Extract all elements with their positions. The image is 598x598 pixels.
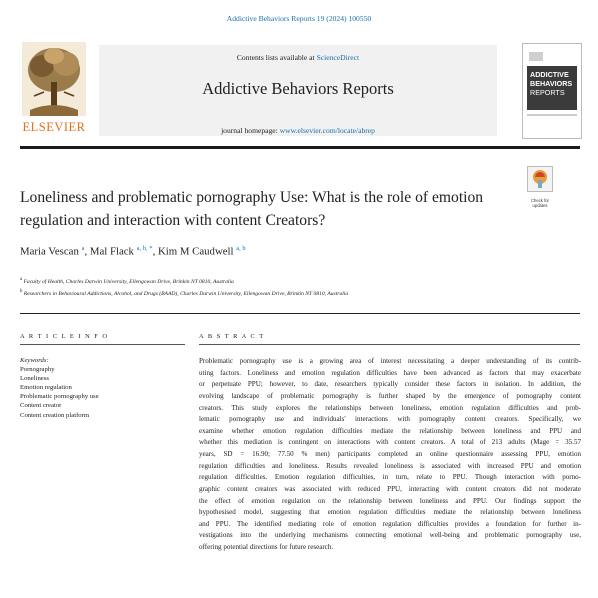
abstract-line: and PPU. The identified mediating role of emotion regulation difficulties provides a foundation for further in- <box>199 519 581 528</box>
crossmark-label-1: Check for <box>531 198 549 203</box>
keyword: Emotion regulation <box>20 384 72 392</box>
keyword: Problematic pornography use <box>20 393 99 401</box>
abstract-line: whether this mediation is contingent on interactions with content creators. A total of 213 adults (Mage = 35.57 <box>199 438 581 447</box>
homepage-prefix: journal homepage: <box>221 126 278 135</box>
homepage-link[interactable]: www.elsevier.com/locate/abrep <box>279 126 375 135</box>
abstract-line: lematic pornography use and individuals' interactions with pornography content creators. Specifically, we <box>199 415 581 424</box>
sciencedirect-link[interactable]: ScienceDirect <box>316 53 360 62</box>
author-name[interactable]: Maria Vescan <box>20 245 79 258</box>
author-name[interactable]: Mal Flack <box>89 245 134 258</box>
crossmark-label-2: updates <box>532 203 548 208</box>
article-info-rule <box>20 344 185 345</box>
journal-header <box>99 45 497 136</box>
journal-cover[interactable] <box>522 43 582 139</box>
affiliation-mark: b <box>20 289 23 294</box>
abstract-line: regulation difficulties and loneliness. Results revealed loneliness is associated with increased PPU and emotion <box>199 461 581 470</box>
abstract-line: creators. This study explores the relationships between loneliness, emotion regulation difficulties and prob- <box>199 403 581 412</box>
cover-line1: ADDICTIVE <box>530 70 569 79</box>
abstract-line: or perpetuate PPU; however, to date, researchers typically consider these factors in isolation. In addition, the <box>199 380 581 389</box>
abstract-rule <box>199 344 580 345</box>
author-list: Maria Vescan $^a$, Mal Flack $^{a, b, *}$, Kim M Caudwell $^{a, b}$ <box>20 245 246 258</box>
author-affiliation-mark[interactable]: a, b, * <box>136 245 153 252</box>
check-for-updates-badge[interactable] <box>527 166 553 206</box>
keyword: Pornography <box>20 366 55 374</box>
cover-logo-mark <box>529 52 543 61</box>
journal-reference[interactable]: Addictive Behaviors Reports 19 (2024) 100550 <box>226 14 372 23</box>
cover-title-block <box>527 66 577 110</box>
affiliation-text: Researchers in Behavioural Addictions, Alcohol, and Drugs (BAAD), Charles Darwin University, Ellengowan Drive, Brinkin NT 0810, Australia <box>23 290 349 297</box>
keywords-block <box>20 356 99 420</box>
contents-prefix: Contents lists available at <box>236 53 315 62</box>
article-title: Loneliness and problematic pornography Use: What is the role of emotion regulation and interaction with content Creators? <box>20 189 484 229</box>
article-info-heading: A R T I C L E I N F O <box>20 333 109 340</box>
abstract-heading: A B S T R A C T <box>199 333 265 340</box>
cover-divider <box>527 114 577 116</box>
abstract-line: uting factors. Loneliness and emotion regulation difficulties have been advanced as factors that may exacerbate <box>199 368 581 377</box>
abstract-line: evolving landscape of problematic pornography is further shaped by the emergence of pornography content <box>199 391 581 400</box>
cover-line3: REPORTS <box>530 88 565 97</box>
keywords-label: Keywords: <box>20 357 49 364</box>
author-affiliation-mark[interactable]: a, b <box>236 245 246 252</box>
cover-line2: BEHAVIORS <box>530 79 573 88</box>
affiliation-text: Faculty of Health, Charles Darwin University, Ellengowan Drive, Brinkin NT 0810, Australia <box>23 278 234 285</box>
homepage-line <box>99 126 497 135</box>
elsevier-logo[interactable] <box>20 40 88 140</box>
abstract-line: hypothesised model, suggesting that emotion regulation difficulties mediate the relationship between loneliness <box>199 508 581 517</box>
affiliation <box>20 289 348 297</box>
abstract-text <box>199 356 581 554</box>
abstract-line: graphic content creators was associated with reduced PPU, interacting with content creators did not moderate <box>199 484 581 493</box>
contents-line <box>99 53 497 62</box>
author-affiliation-mark[interactable]: a <box>81 245 85 252</box>
header-rule <box>20 146 580 149</box>
affiliation <box>20 277 234 285</box>
abstract-line: examine whether emotion regulation difficulties mediate the relationship between loneliness and PPU and <box>199 426 581 435</box>
elsevier-wordmark: ELSEVIER <box>22 120 86 134</box>
keyword: Content creation platform <box>20 411 90 419</box>
crossmark-icon <box>527 166 553 192</box>
keyword: Content creator <box>20 402 62 410</box>
section-rule <box>20 313 580 314</box>
author-name[interactable]: Kim M Caudwell <box>157 245 234 258</box>
journal-title: Addictive Behaviors Reports <box>202 79 394 98</box>
abstract-line: Problematic pornography use is a growing area of interest necessitating a deeper understanding of its contrib- <box>199 357 581 365</box>
affiliation-mark: a <box>20 277 23 282</box>
abstract-line: regulation difficulties. Emotion regulation difficulties, in turn, relate to PPU. Though interaction with porno- <box>199 473 581 482</box>
abstract-line: offering potential directions for future research. <box>199 543 334 551</box>
keyword: Loneliness <box>20 375 49 383</box>
abstract-line: years, SD = 16.90; 77.50 % men) participants completed an online questionnaire assessing PPU, emotion <box>199 450 581 458</box>
abstract-line: the effect of emotion regulation on the relationship between loneliness and PPU. Our findings support the <box>199 496 581 505</box>
abstract-line: vestigations into the underlying mechanisms connecting emotional well-being and problematic pornography use, <box>199 531 581 540</box>
